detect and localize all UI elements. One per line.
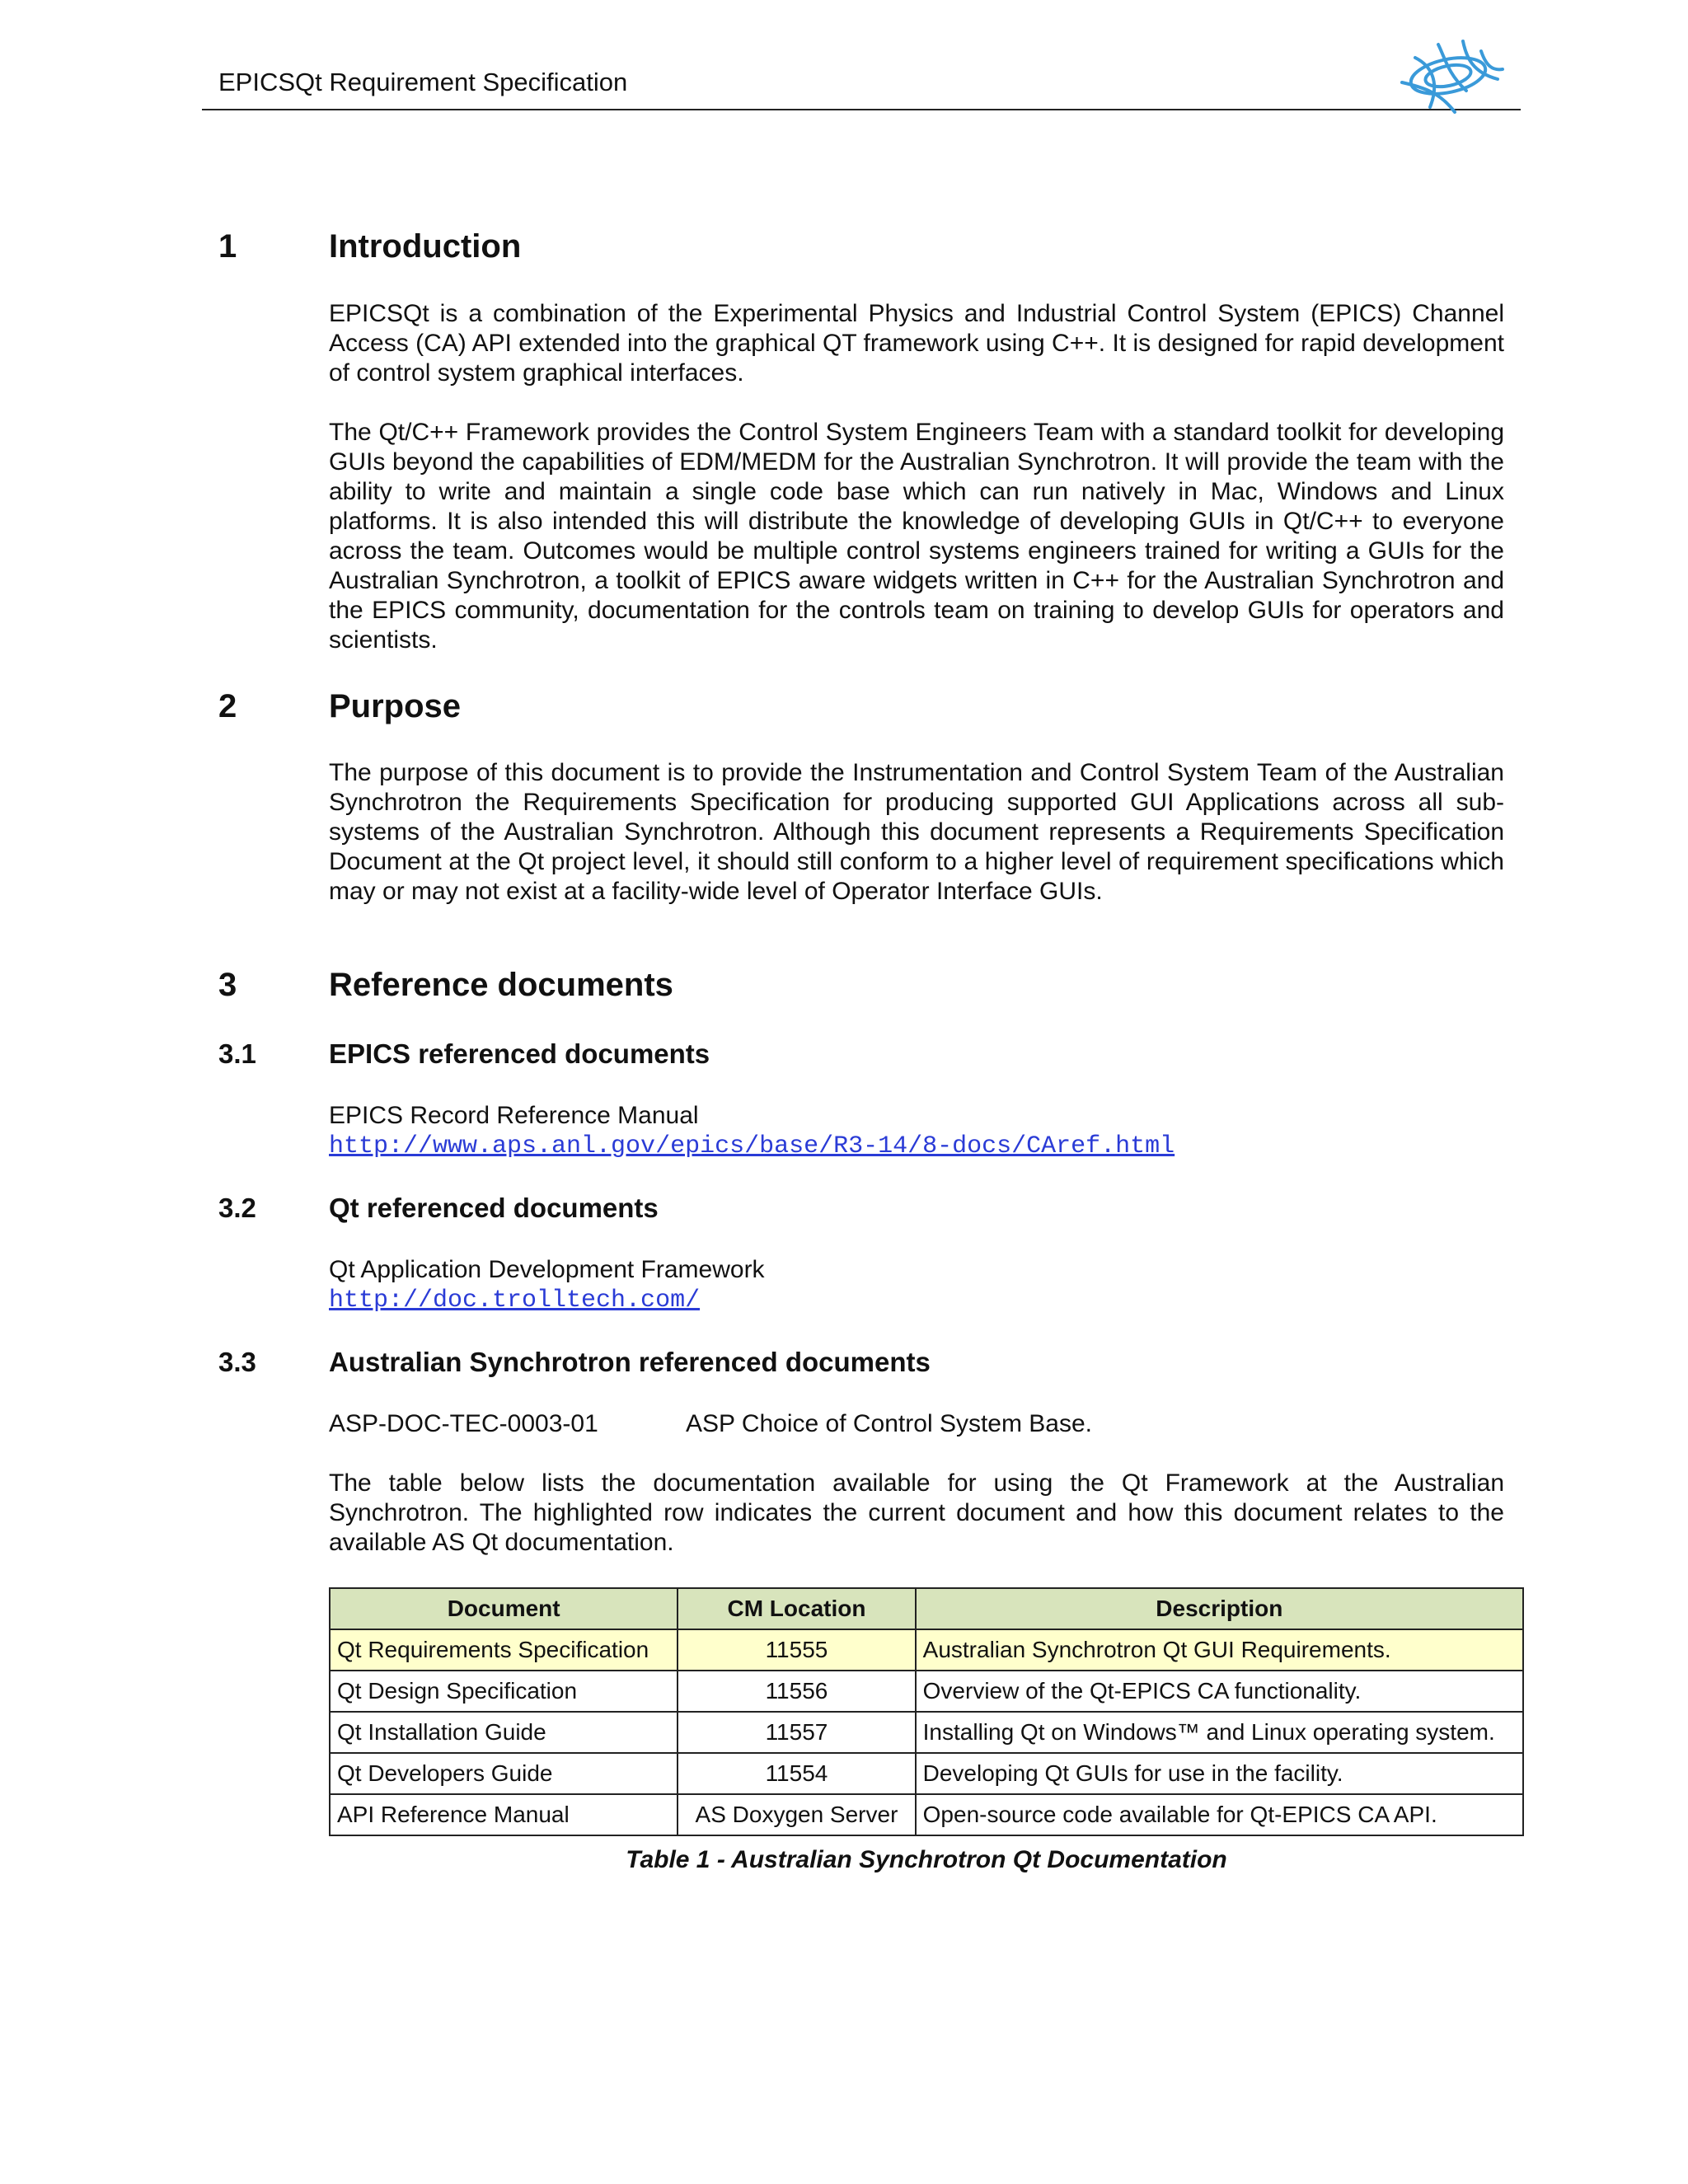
cell-document: Qt Developers Guide: [330, 1753, 678, 1794]
section-title: Qt referenced documents: [329, 1193, 659, 1223]
cell-description: Australian Synchrotron Qt GUI Requirements.: [916, 1629, 1523, 1671]
qt-doc-title: Qt Application Development Framework: [329, 1256, 765, 1283]
intro-paragraph-1: EPICSQt is a combination of the Experimental Physics and Industrial Control System (EPICS) Channel Access (CA) API extended into the graphical QT framework using C++. It is designed for rapid development of control system graphical interfaces.: [329, 300, 1504, 387]
column-header-cm-location: CM Location: [678, 1588, 915, 1629]
as-reference-line: [329, 1409, 1093, 1439]
intro-paragraph-2: The Qt/C++ Framework provides the Control System Engineers Team with a standard toolkit for developing GUIs beyond the capabilities of EDM/MEDM for the Australian Synchrotron. It will provide the team with the ability to write and maintain a single code base which can run natively in Mac, Windows and Linux platforms. It is also intended this will distribute the knowledge of developing GUIs in Qt/C++ to everyone across the team. Outcomes would be multiple control systems engineers trained for writing a GUIs for the Australian Synchrotron, a toolkit of EPICS aware widgets written in C++ for the Australian Synchrotron and the EPICS community, documentation for the controls team on training to develop GUIs for operators and scientists.: [329, 419, 1504, 654]
table-header-row: [330, 1588, 1523, 1629]
cell-cm-location: 11556: [678, 1671, 915, 1712]
section-number: 3.2: [218, 1193, 256, 1223]
table-row: [330, 1629, 1523, 1671]
table-row: [330, 1671, 1523, 1712]
column-header-document: Document: [330, 1588, 678, 1629]
purpose-paragraph: The purpose of this document is to provide the Instrumentation and Control System Team of the Australian Synchrotron the Requirements Specification for producing supported GUI Applications across all sub-systems of the Australian Synchrotron. Although this document represents a Requirements Specification Document at the Qt project level, it should still conform to a higher level of requirement specifications which may or may not exist at a facility-wide level of Operator Interface GUIs.: [329, 759, 1504, 905]
cell-document: Qt Design Specification: [330, 1671, 678, 1712]
section-number: 1: [218, 228, 237, 265]
table-row: [330, 1753, 1523, 1794]
cell-cm-location: 11555: [678, 1629, 915, 1671]
cell-document: API Reference Manual: [330, 1794, 678, 1835]
table-row: [330, 1794, 1523, 1835]
column-header-description: Description: [916, 1588, 1523, 1629]
section-title: Introduction: [329, 228, 522, 265]
header-title: EPICSQt Requirement Specification: [218, 68, 628, 96]
section-title: EPICS referenced documents: [329, 1038, 710, 1069]
section-number: 2: [218, 688, 237, 724]
table-caption: Table 1 - Australian Synchrotron Qt Documentation: [626, 1846, 1227, 1873]
section-number: 3.3: [218, 1347, 256, 1377]
section-number: 3: [218, 967, 237, 1003]
qt-doc-link[interactable]: http://doc.trolltech.com/: [329, 1286, 701, 1315]
table-row: [330, 1712, 1523, 1753]
epics-doc-link[interactable]: http://www.aps.anl.gov/epics/base/R3-14/8-docs/CAref.html: [329, 1132, 1175, 1160]
section-title: Reference documents: [329, 967, 673, 1003]
cell-cm-location: 11554: [678, 1753, 915, 1794]
cell-document: Qt Requirements Specification: [330, 1629, 678, 1671]
synchrotron-logo-icon: [1390, 33, 1506, 115]
epics-doc-title: EPICS Record Reference Manual: [329, 1102, 699, 1129]
documentation-table: [329, 1587, 1524, 1836]
cell-cm-location: AS Doxygen Server: [678, 1794, 915, 1835]
cell-description: Open-source code available for Qt-EPICS CA API.: [916, 1794, 1523, 1835]
section-title: Australian Synchrotron referenced documents: [329, 1347, 931, 1377]
page-header: [202, 49, 1521, 110]
cell-description: Developing Qt GUIs for use in the facility.: [916, 1753, 1523, 1794]
table-intro-paragraph: The table below lists the documentation available for using the Qt Framework at the Australian Synchrotron. The highlighted row indicates the current document and how this document relates to the available AS Qt documentation.: [329, 1469, 1504, 1556]
cell-description: Overview of the Qt-EPICS CA functionality.: [916, 1671, 1523, 1712]
section-number: 3.1: [218, 1038, 256, 1069]
cell-document: Qt Installation Guide: [330, 1712, 678, 1753]
cell-description: Installing Qt on Windows™ and Linux operating system.: [916, 1712, 1523, 1753]
section-title: Purpose: [329, 688, 462, 724]
reference-code: ASP-DOC-TEC-0003-01: [329, 1410, 598, 1437]
reference-description: ASP Choice of Control System Base.: [686, 1410, 1093, 1437]
cell-cm-location: 11557: [678, 1712, 915, 1753]
